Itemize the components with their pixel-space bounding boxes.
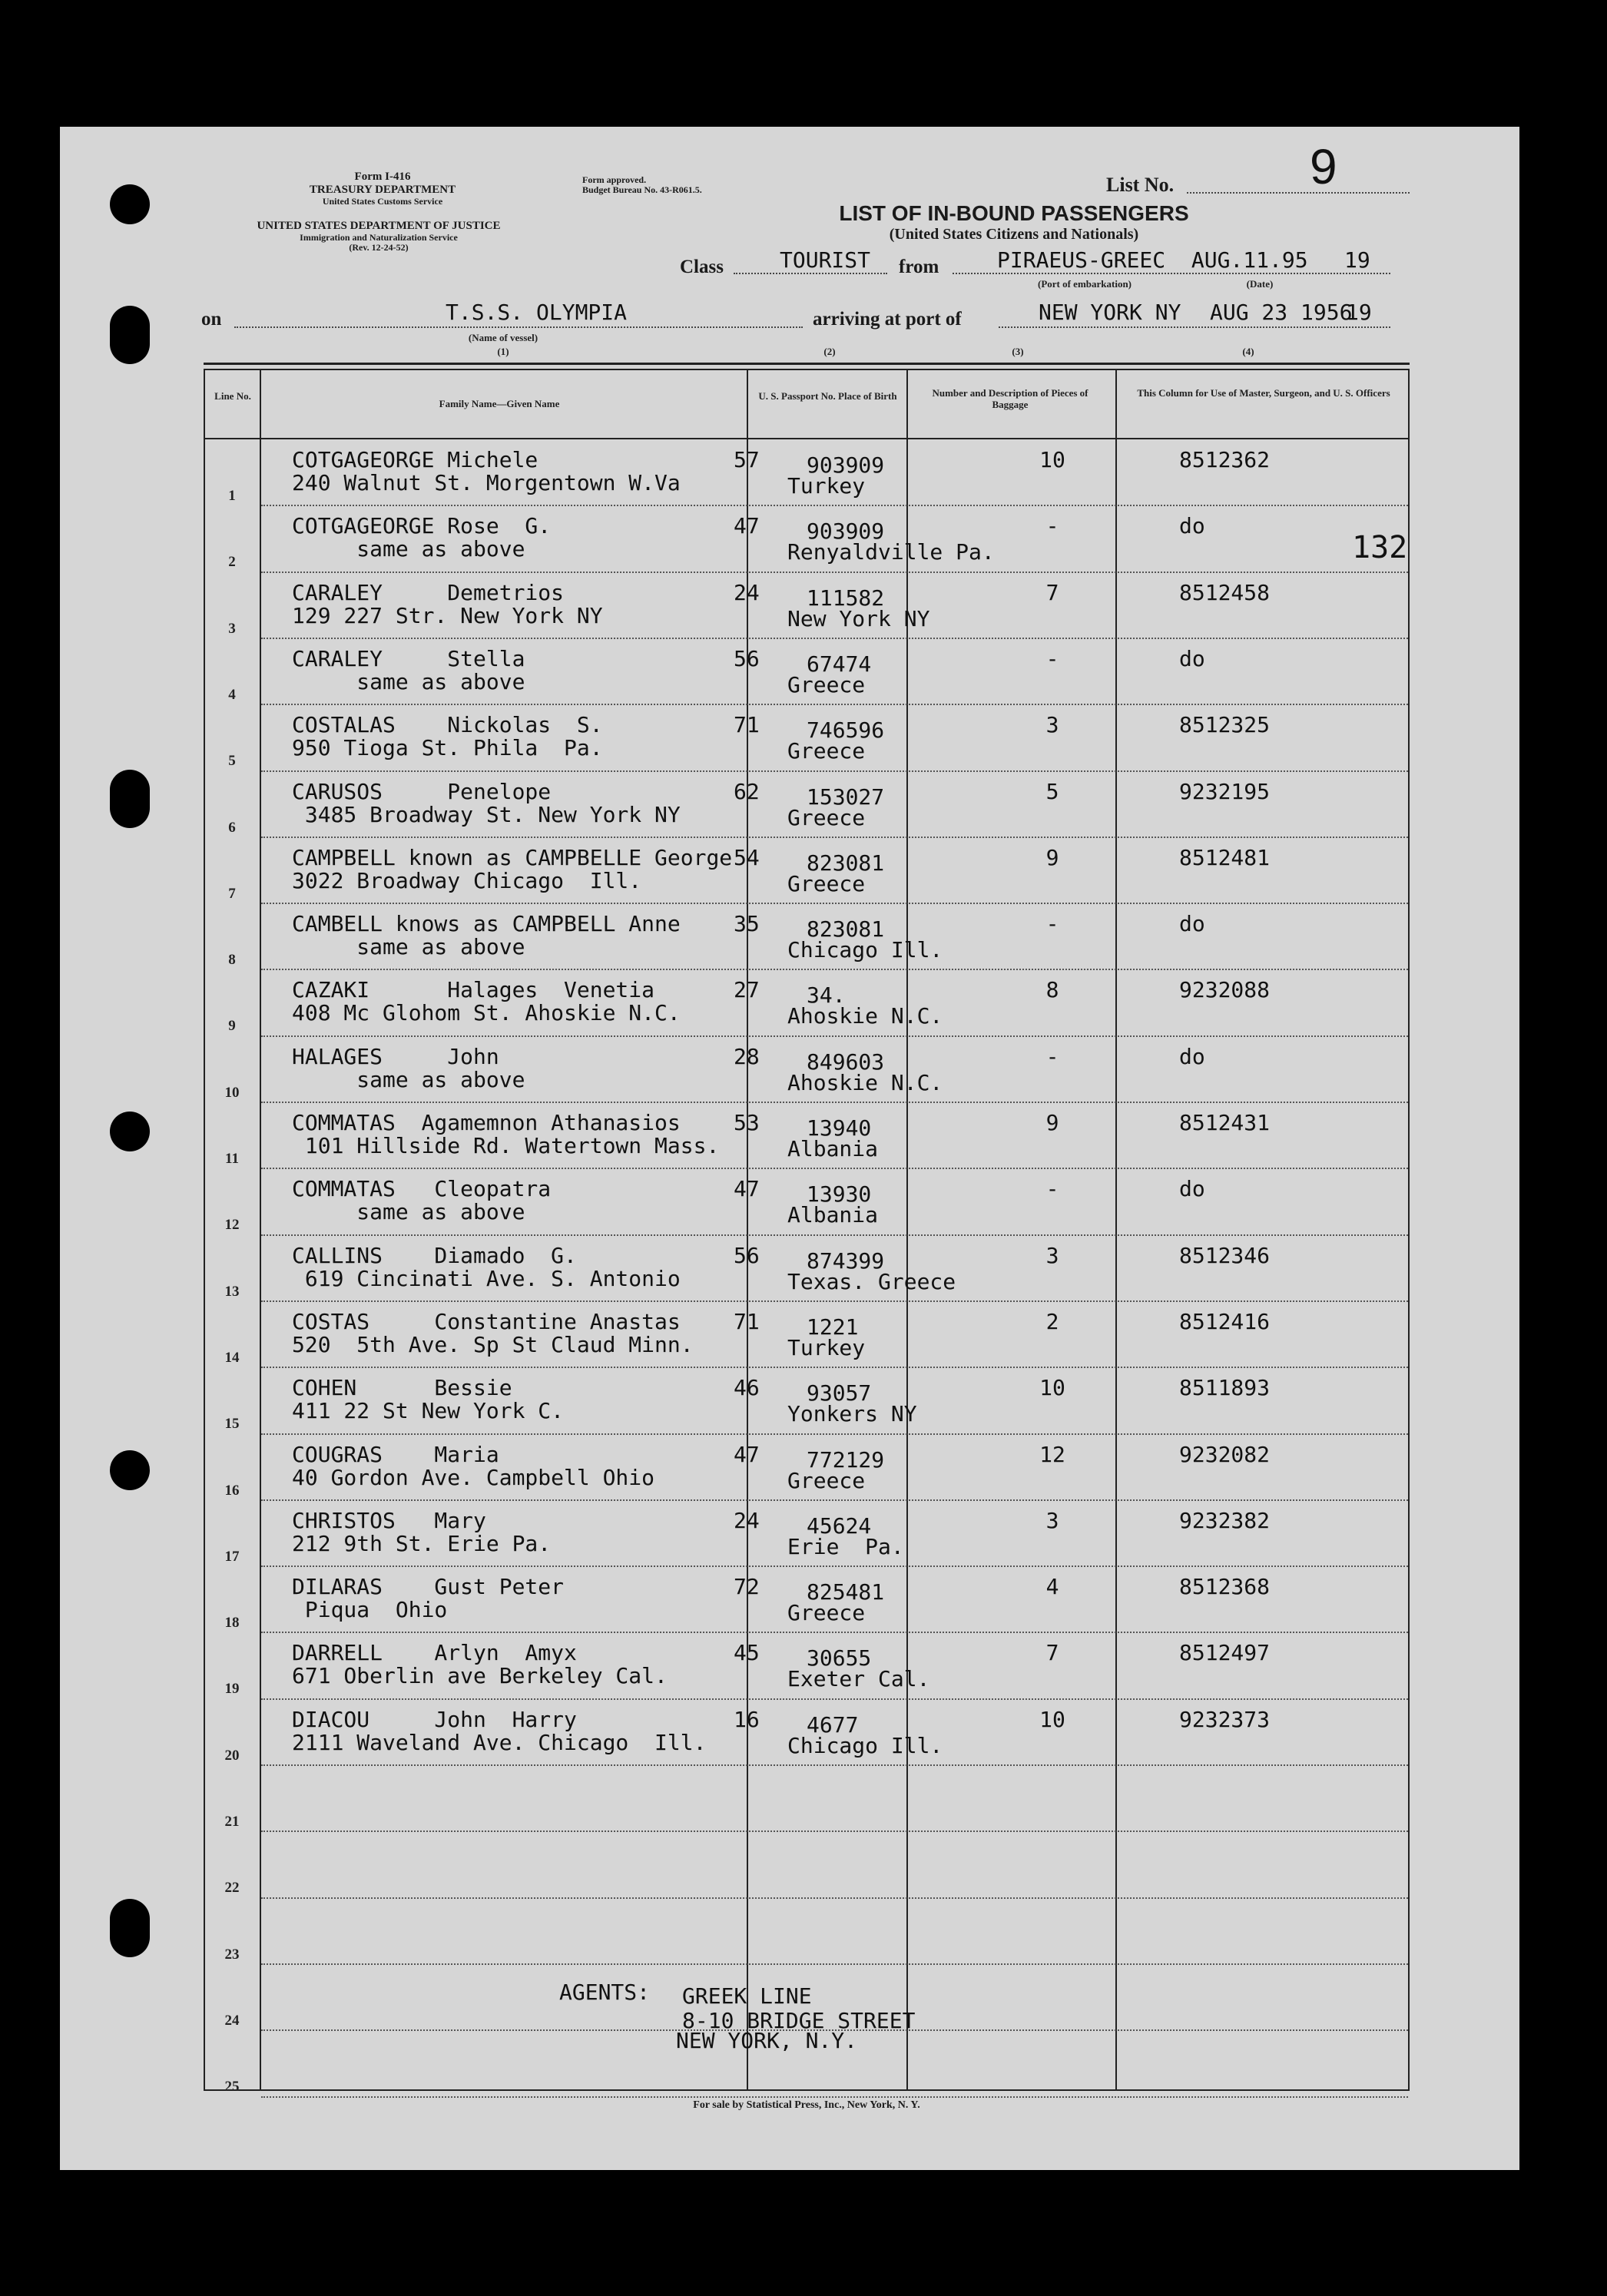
agents-label: AGENTS: [559,1980,651,2005]
passport-number: 903909 [807,452,885,478]
passport-number: 4677 [807,1711,859,1738]
passenger-address: 950 Tioga St. Phila Pa. [292,735,603,761]
baggage-count: - [1045,1176,1059,1202]
col-caption-1: (1) [497,346,509,357]
passenger-name: HALAGES John [292,1043,499,1069]
list-number: 9 [1310,139,1337,194]
line-number: 5 [228,753,236,770]
row-separator [261,969,1408,970]
officer-entry: 8512368 [1179,1574,1271,1600]
passenger-name: COMMATAS Cleopatra [292,1176,552,1202]
line-number: 23 [224,1946,240,1963]
row-separator [261,1897,1408,1899]
line-number: 15 [224,1416,240,1433]
place-of-birth: Turkey [787,473,866,499]
row-separator [261,1831,1408,1832]
form-footer: For sale by Statistical Press, Inc., New York, N. Y. [693,2099,920,2111]
passenger-name: COTGAGEORGE Michele [292,447,538,472]
title-block [830,201,1198,243]
page-subtitle: (United States Citizens and Nationals) [889,226,1139,243]
form-approved: Form approved. [582,174,647,185]
passenger-address: 101 Hillside Rd. Watertown Mass. [292,1133,720,1158]
passenger-address: 520 5th Ave. Sp St Claud Minn. [292,1331,694,1357]
passenger-age: 56 [734,1242,760,1268]
place-of-birth: Texas. Greece [787,1268,956,1294]
passenger-age: 71 [734,712,760,738]
row-separator [261,1565,1408,1567]
row-separator [261,638,1408,639]
binder-hole [110,184,150,224]
line-number: 14 [224,1349,240,1366]
row-separator [261,1300,1408,1302]
from-label: from [899,257,939,277]
place-of-birth: New York NY [787,605,930,631]
place-of-birth: Renyaldville Pa. [787,539,995,565]
passenger-address: same as above [292,1199,525,1225]
passenger-name: CAMBELL knows as CAMPBELL Anne [292,911,681,937]
line-number: 17 [224,1548,240,1565]
passport-number: 13930 [807,1181,872,1208]
baggage-count: 10 [1039,1375,1065,1401]
officer-entry: do [1179,513,1205,539]
passport-number: 849603 [807,1049,885,1075]
passenger-address: 212 9th St. Erie Pa. [292,1530,552,1556]
department-justice: UNITED STATES DEPARTMENT OF JUSTICE [257,220,501,232]
line-number: 1 [228,488,236,504]
line-number: 9 [228,1018,236,1035]
officer-entry: 8512346 [1179,1242,1271,1268]
line-number: 11 [225,1151,239,1167]
place-of-birth: Exeter Cal. [787,1666,930,1692]
arriving-label: arriving at port of [813,309,962,330]
binder-hole [110,1112,150,1151]
place-of-birth: Greece [787,1467,866,1493]
officer-entry: 8512497 [1179,1640,1271,1666]
from-year: 19 [1344,247,1370,273]
baggage-count: 4 [1045,1574,1059,1600]
passenger-age: 54 [734,844,760,870]
column-header-name: Family Name—Given Name [439,398,560,409]
place-of-birth: Yonkers NY [787,1401,917,1427]
place-of-birth: Ahoskie N.C. [787,1069,943,1095]
passport-number: 153027 [807,784,885,810]
passport-number: 823081 [807,850,885,876]
passenger-name: CHRISTOS Mary [292,1507,486,1533]
officer-entry: do [1179,911,1205,937]
place-of-birth: Albania [787,1136,879,1161]
agents-line-3: NEW YORK, N.Y. [676,2028,858,2053]
baggage-count: 10 [1039,1706,1065,1732]
form-revision: (Rev. 12-24-52) [349,242,409,253]
passenger-address: 3022 Broadway Chicago Ill. [292,867,642,893]
baggage-count: 7 [1045,1640,1059,1666]
list-no-line [1187,192,1410,194]
column-header-passport: U. S. Passport No. Place of Birth [758,390,897,402]
form-number-block [206,171,559,207]
passenger-age: 24 [734,579,760,605]
officer-entry: 8512416 [1179,1308,1271,1334]
officer-entry: do [1179,1176,1205,1202]
class-label: Class [680,257,724,277]
column-header-officers: This Column for Use of Master, Surgeon, and U. S. Officers [1137,387,1390,399]
line-number: 7 [228,885,236,902]
baggage-count: 9 [1045,1110,1059,1135]
baggage-count: - [1045,1043,1059,1069]
officer-entry: 8512431 [1179,1110,1271,1135]
passenger-name: CAMPBELL known as CAMPBELLE George [292,844,733,870]
arrival-line [999,326,1390,328]
port-caption: (Port of embarkation) [1037,278,1132,290]
passenger-age: 47 [734,1176,760,1202]
line-number: 8 [228,952,236,969]
passport-number: 93057 [807,1380,872,1406]
passenger-name: COHEN Bessie [292,1375,512,1401]
row-separator [261,1102,1408,1103]
passenger-address: same as above [292,668,525,694]
place-of-birth: Greece [787,870,866,896]
passenger-age: 46 [734,1375,760,1401]
passenger-address: 129 227 Str. New York NY [292,602,603,628]
department-treasury-sub: United States Customs Service [322,196,443,207]
place-of-birth: Albania [787,1202,879,1228]
passenger-address: 40 Gordon Ave. Campbell Ohio [292,1464,655,1490]
place-of-birth: Chicago Ill. [787,937,943,963]
line-number: 6 [228,819,236,836]
passenger-age: 57 [734,447,760,472]
passenger-age: 62 [734,778,760,804]
line-number: 10 [224,1084,240,1101]
row-separator [261,1234,1408,1236]
baggage-count: 5 [1045,778,1059,804]
page-title: LIST OF IN-BOUND PASSENGERS [839,201,1189,225]
passport-number: 111582 [807,585,885,611]
passenger-age: 24 [734,1507,760,1533]
officer-entry: 8512481 [1179,844,1271,870]
baggage-count: 12 [1039,1441,1065,1467]
binder-hole [110,1899,150,1957]
officer-entry: 9232373 [1179,1706,1271,1732]
passenger-age: 53 [734,1110,760,1135]
row-separator [261,1764,1408,1766]
on-label: on [201,309,222,330]
passenger-address: 408 Mc Glohom St. Ahoskie N.C. [292,1000,681,1026]
passport-number: 823081 [807,916,885,943]
col-caption-3: (3) [1012,346,1024,357]
passenger-name: DILARAS Gust Peter [292,1574,565,1600]
line-number: 2 [228,554,236,571]
passenger-address: 240 Walnut St. Morgentown W.Va [292,470,681,495]
row-separator [261,1963,1408,1965]
passenger-age: 28 [734,1043,760,1069]
passenger-name: DARRELL Arlyn Amyx [292,1640,577,1666]
passenger-address: 619 Cincinati Ave. S. Antonio [292,1265,681,1291]
officer-entry: 8512325 [1179,712,1271,738]
arrival-date: AUG 23 1956 [1210,300,1353,325]
column-header-baggage: Number and Description of Pieces of Baggage [932,387,1088,410]
baggage-count: 3 [1045,712,1059,738]
class-value: TOURIST [780,247,871,273]
passenger-name: COMMATAS Agamemnon Athanasios [292,1110,681,1135]
officer-entry: do [1179,1043,1205,1069]
passenger-age: 45 [734,1640,760,1666]
place-of-birth: Erie Pa. [787,1533,904,1559]
department-treasury: TREASURY DEPARTMENT [309,184,456,196]
row-separator [261,1698,1408,1700]
passenger-address: same as above [292,536,525,562]
passenger-name: COTGAGEORGE Rose G. [292,513,552,539]
place-of-birth: Greece [787,1600,866,1626]
arrival-port: NEW YORK NY [1039,300,1181,325]
passenger-age: 71 [734,1308,760,1334]
row-separator [261,2096,1408,2098]
place-of-birth: Ahoskie N.C. [787,1003,943,1029]
row-separator [261,572,1408,573]
passenger-address: 671 Oberlin ave Berkeley Cal. [292,1663,668,1689]
row-separator [261,770,1408,772]
table-top-rule [204,363,1410,365]
justice-block [198,220,559,253]
line-number: 20 [224,1747,240,1764]
passenger-age: 56 [734,645,760,671]
table-right-rule [1408,369,1410,2089]
row-separator [261,1367,1408,1368]
passenger-name: CARALEY Demetrios [292,579,565,605]
department-justice-sub: Immigration and Naturalization Service [300,232,458,243]
passenger-address: 3485 Broadway St. New York NY [292,801,681,827]
row-separator [261,903,1408,904]
list-no-label: List No. [1106,174,1175,196]
side-number: 132 [1352,530,1408,565]
baggage-count: 2 [1045,1308,1059,1334]
agents-line-1: GREEK LINE [682,1983,812,2009]
row-separator [261,704,1408,705]
place-of-birth: Greece [787,738,866,764]
officer-entry: do [1179,645,1205,671]
line-number: 3 [228,620,236,637]
vessel-caption: (Name of vessel) [468,332,538,343]
col-caption-4: (4) [1242,346,1254,357]
row-separator [261,1168,1408,1169]
officer-entry: 9232382 [1179,1507,1271,1533]
form-number: Form I-416 [354,171,411,183]
passenger-age: 47 [734,1441,760,1467]
passenger-address: 411 22 St New York C. [292,1398,565,1424]
row-separator [261,1433,1408,1435]
vessel-name: T.S.S. OLYMPIA [446,300,628,325]
officer-entry: 9232082 [1179,1441,1271,1467]
line-number: 4 [228,686,236,703]
class-line [734,273,887,274]
passenger-address: Piqua Ohio [292,1597,448,1623]
passenger-name: CARALEY Stella [292,645,525,671]
agents-line-2: 8-10 BRIDGE STREET [682,2008,916,2033]
passenger-age: 47 [734,513,760,539]
passenger-name: CAZAKI Halages Venetia [292,977,655,1003]
passport-number: 13940 [807,1115,872,1141]
passport-number: 45624 [807,1512,872,1539]
line-number: 19 [224,1681,240,1698]
passport-number: 772129 [807,1446,885,1473]
arrival-year: 19 [1346,300,1372,325]
row-separator [261,505,1408,506]
place-of-birth: Greece [787,671,866,697]
row-separator [261,837,1408,838]
passenger-name: CALLINS Diamado G. [292,1242,577,1268]
baggage-count: - [1045,911,1059,937]
officer-entry: 8512458 [1179,579,1271,605]
passenger-age: 35 [734,911,760,937]
binder-hole [110,770,150,828]
passenger-name: COSTAS Constantine Anastas [292,1308,681,1334]
col-caption-2: (2) [823,346,836,357]
table-top-rule-2 [204,369,1410,370]
baggage-count: - [1045,513,1059,539]
passport-number: 746596 [807,717,885,744]
baggage-count: 3 [1045,1507,1059,1533]
from-value: PIRAEUS-GREEC AUG.11.95 [997,247,1308,273]
passport-number: 874399 [807,1247,885,1274]
column-header-line-no: Line No. [214,390,251,402]
passenger-name: CARUSOS Penelope [292,778,552,804]
passenger-address: 2111 Waveland Ave. Chicago Ill. [292,1729,707,1755]
passport-number: 1221 [807,1314,859,1340]
table-left-rule [204,369,205,2089]
passport-number: 67474 [807,651,872,677]
baggage-count: 10 [1039,447,1065,472]
line-number: 24 [224,2012,240,2029]
baggage-count: 7 [1045,579,1059,605]
approval-block [582,175,813,195]
officer-entry: 9232195 [1179,778,1271,804]
binder-hole [110,306,150,364]
baggage-count: - [1045,645,1059,671]
line-number: 21 [224,1814,240,1830]
binder-hole [110,1450,150,1490]
passport-number: 825481 [807,1579,885,1605]
baggage-count: 9 [1045,844,1059,870]
row-separator [261,1499,1408,1501]
passenger-age: 16 [734,1706,760,1732]
line-number: 25 [224,2079,240,2096]
officer-entry: 9232088 [1179,977,1271,1003]
header-bottom-rule [204,438,1410,439]
passenger-address: same as above [292,1066,525,1092]
passenger-name: DIACOU John Harry [292,1706,577,1732]
table-bottom-rule [204,2089,1410,2091]
officer-entry: 8512362 [1179,447,1271,472]
passenger-age: 72 [734,1574,760,1600]
from-line [953,273,1390,274]
row-separator [261,1632,1408,1633]
baggage-count: 3 [1045,1242,1059,1268]
passport-number: 30655 [807,1645,872,1671]
line-number: 22 [224,1880,240,1897]
passport-number: 34. [807,982,846,1009]
place-of-birth: Greece [787,804,866,830]
vessel-line [234,326,803,328]
passenger-address: same as above [292,934,525,960]
officer-entry: 8511893 [1179,1375,1271,1401]
passport-number: 903909 [807,519,885,545]
line-number: 16 [224,1482,240,1499]
date-caption: (Date) [1246,278,1274,290]
passenger-age: 27 [734,977,760,1003]
budget-bureau: Budget Bureau No. 43-R061.5. [582,184,702,195]
line-number: 13 [224,1283,240,1300]
line-number: 18 [224,1615,240,1632]
passenger-name: COSTALAS Nickolas S. [292,712,603,738]
row-separator [261,1035,1408,1037]
place-of-birth: Chicago Ill. [787,1732,943,1758]
line-number: 12 [224,1217,240,1234]
place-of-birth: Turkey [787,1334,866,1360]
baggage-count: 8 [1045,977,1059,1003]
passenger-name: COUGRAS Maria [292,1441,499,1467]
